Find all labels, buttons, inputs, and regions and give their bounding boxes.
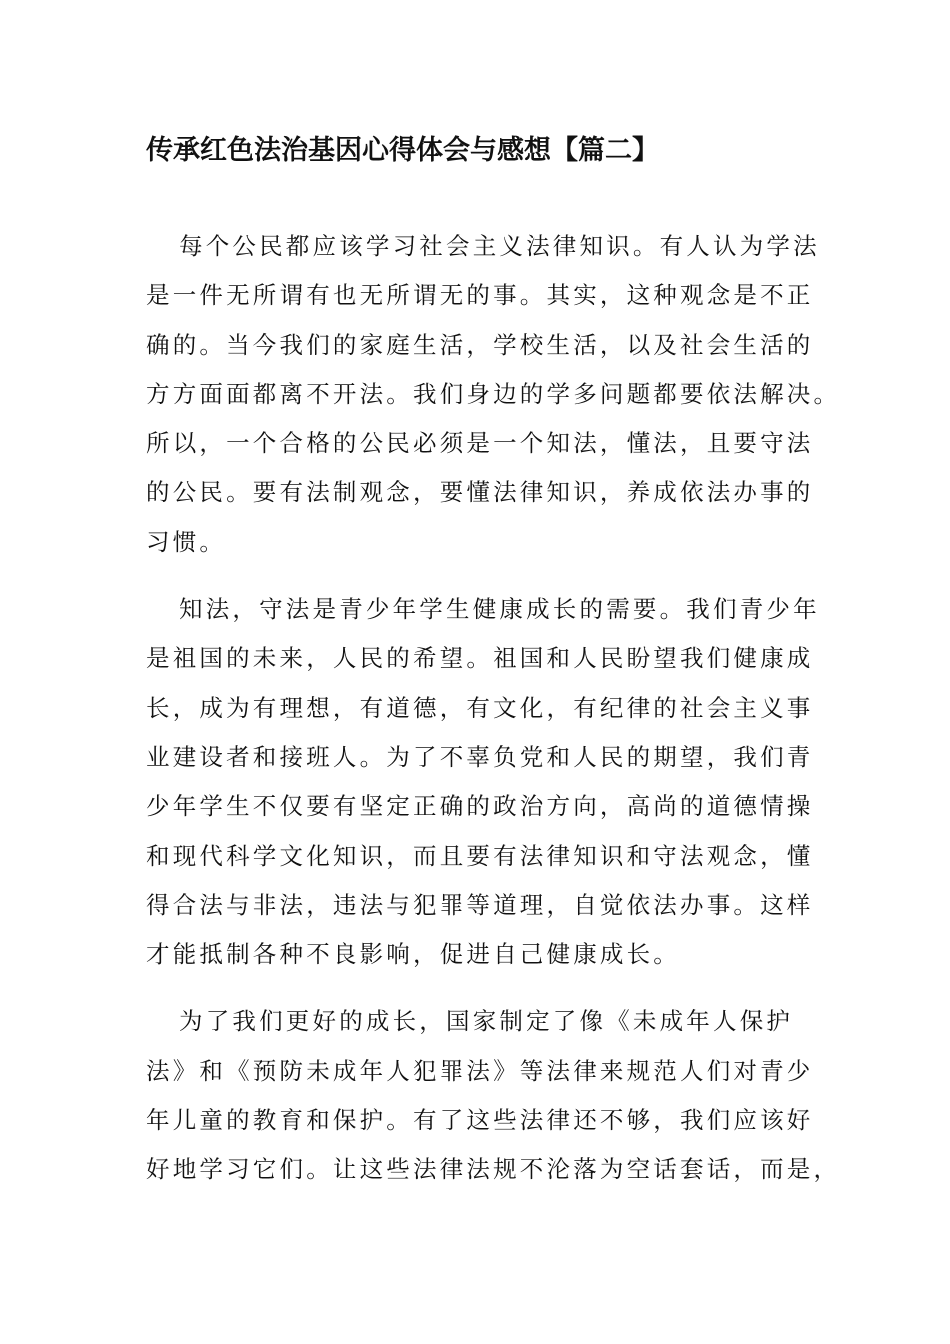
paragraph-line: 习惯。 [146, 527, 227, 556]
document-body [146, 222, 841, 1213]
paragraph-line: 才能抵制各种不良影响，促进自己健康成长。 [146, 940, 680, 969]
paragraph-line: 年儿童的教育和保护。有了这些法律还不够，我们应该好 [146, 1106, 814, 1135]
paragraph-line: 方方面面都离不开法。我们身边的学多问题都要依法解决。 [146, 379, 841, 408]
paragraph-line: 好地学习它们。让这些法律法规不沦落为空话套话，而是， [146, 1155, 841, 1184]
paragraph-line: 是一件无所谓有也无所谓无的事。其实，这种观念是不正 [146, 281, 814, 310]
document-title: 传承红色法治基因心得体会与感想【篇二】 [146, 135, 659, 166]
paragraph-line: 所以，一个合格的公民必须是一个知法，懂法，且要守法 [146, 429, 814, 458]
paragraph-line: 得合法与非法，违法与犯罪等道理，自觉依法办事。这样 [146, 890, 814, 919]
paragraph-line: 知法，守法是青少年学生健康成长的需要。我们青少年 [179, 595, 820, 624]
paragraph-line: 每个公民都应该学习社会主义法律知识。有人认为学法 [179, 232, 820, 260]
paragraph-line: 的公民。要有法制观念，要懂法律知识，养成依法办事的 [146, 478, 814, 507]
paragraph-line: 长，成为有理想，有道德，有文化，有纪律的社会主义事 [146, 693, 814, 722]
paragraph-line: 少年学生不仅要有坚定正确的政治方向，高尚的道德情操 [146, 792, 814, 821]
paragraph-line: 是祖国的未来，人民的希望。祖国和人民盼望我们健康成 [146, 644, 814, 673]
paragraph-line: 为了我们更好的成长，国家制定了像《未成年人保护 [179, 1007, 794, 1036]
paragraph-line: 业建设者和接班人。为了不辜负党和人民的期望，我们青 [146, 742, 814, 771]
paragraph-line: 和现代科学文化知识，而且要有法律知识和守法观念，懂 [146, 841, 814, 870]
paragraph-3 [146, 997, 841, 1194]
paragraph-2 [146, 585, 820, 979]
paragraph-line: 确的。当今我们的家庭生活，学校生活，以及社会生活的 [146, 330, 814, 359]
paragraph-line: 法》和《预防未成年人犯罪法》等法律来规范人们对青少 [146, 1056, 814, 1085]
paragraph-1 [146, 222, 841, 567]
